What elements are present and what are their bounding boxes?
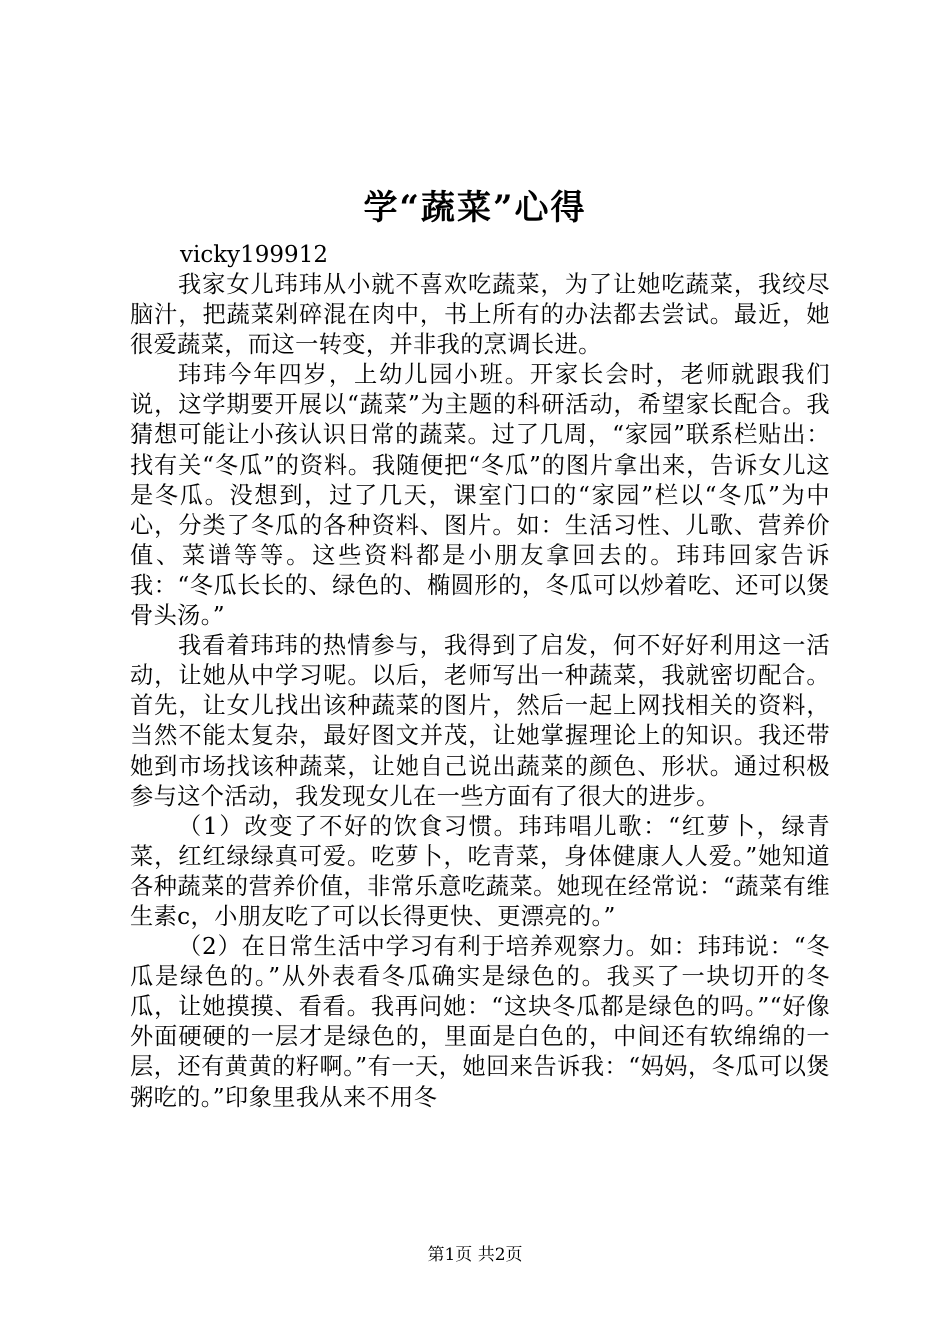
paragraph-intro: 我家女儿玮玮从小就不喜欢吃蔬菜，为了让她吃蔬菜，我绞尽脑汁，把蔬菜剁碎混在肉中，书上所有的办法都去尝试。最近，她很爱蔬菜，而这一转变，并非我的烹调长进。 (130, 271, 830, 359)
paragraph-participation: 我看着玮玮的热情参与，我得到了启发，何不好好利用这一活动，让她从中学习呢。以后，老师写出一种蔬菜，我就密切配合。首先，让女儿找出该种蔬菜的图片，然后一起上网找相关的资料，当然不能太复杂，最好图文并茂，让她掌握理论上的知识。我还带她到市场找该种蔬菜，让她自己说出蔬菜的颜色、形状。通过积极参与这个活动，我发现女儿在一些方面有了很大的进步。 (130, 632, 830, 810)
paragraph-point-2: （2）在日常生活中学习有利于培养观察力。如：玮玮说：“冬瓜是绿色的。”从外表看冬瓜确实是绿色的。我买了一块切开的冬瓜，让她摸摸、看看。我再问她：“这块冬瓜都是绿色的吗。”“好像外面硬硬的一层才是绿色的，里面是白色的，中间还有软绵绵的一层，还有黄黄的籽啊。”有一天，她回来告诉我：“妈妈，冬瓜可以煲粥吃的。”印象里我从来不用冬 (130, 933, 830, 1111)
paragraph-background: 玮玮今年四岁，上幼儿园小班。开家长会时，老师就跟我们说，这学期要开展以“蔬菜”为主题的科研活动，希望家长配合。我猜想可能让小孩认识日常的蔬菜。过了几周，“家园”联系栏贴出：找有关“冬瓜”的资料。我随便把“冬瓜”的图片拿出来，告诉女儿这是冬瓜。没想到，过了几天，课室门口的“家园”栏以“冬瓜”为中心，分类了冬瓜的各种资料、图片。如：生活习性、儿歌、营养价值、菜谱等等。这些资料都是小朋友拿回去的。玮玮回家告诉我：“冬瓜长长的、绿色的、椭圆形的，冬瓜可以炒着吃、还可以煲骨头汤。” (130, 361, 830, 630)
article-body (130, 270, 830, 1113)
page-footer: 第1页 共2页 (427, 1245, 523, 1265)
paragraph-point-1: （1）改变了不好的饮食习惯。玮玮唱儿歌：“红萝卜，绿青菜，红红绿绿真可爱。吃萝卜，吃青菜，身体健康人人爱。”她知道各种蔬菜的营养价值，非常乐意吃蔬菜。她现在经常说：“蔬菜有维生素c，小朋友吃了可以长得更快、更漂亮的。” (130, 812, 830, 930)
page-title: 学“蔬菜”心得 (363, 188, 587, 228)
author-name: vicky199912 (180, 242, 328, 268)
